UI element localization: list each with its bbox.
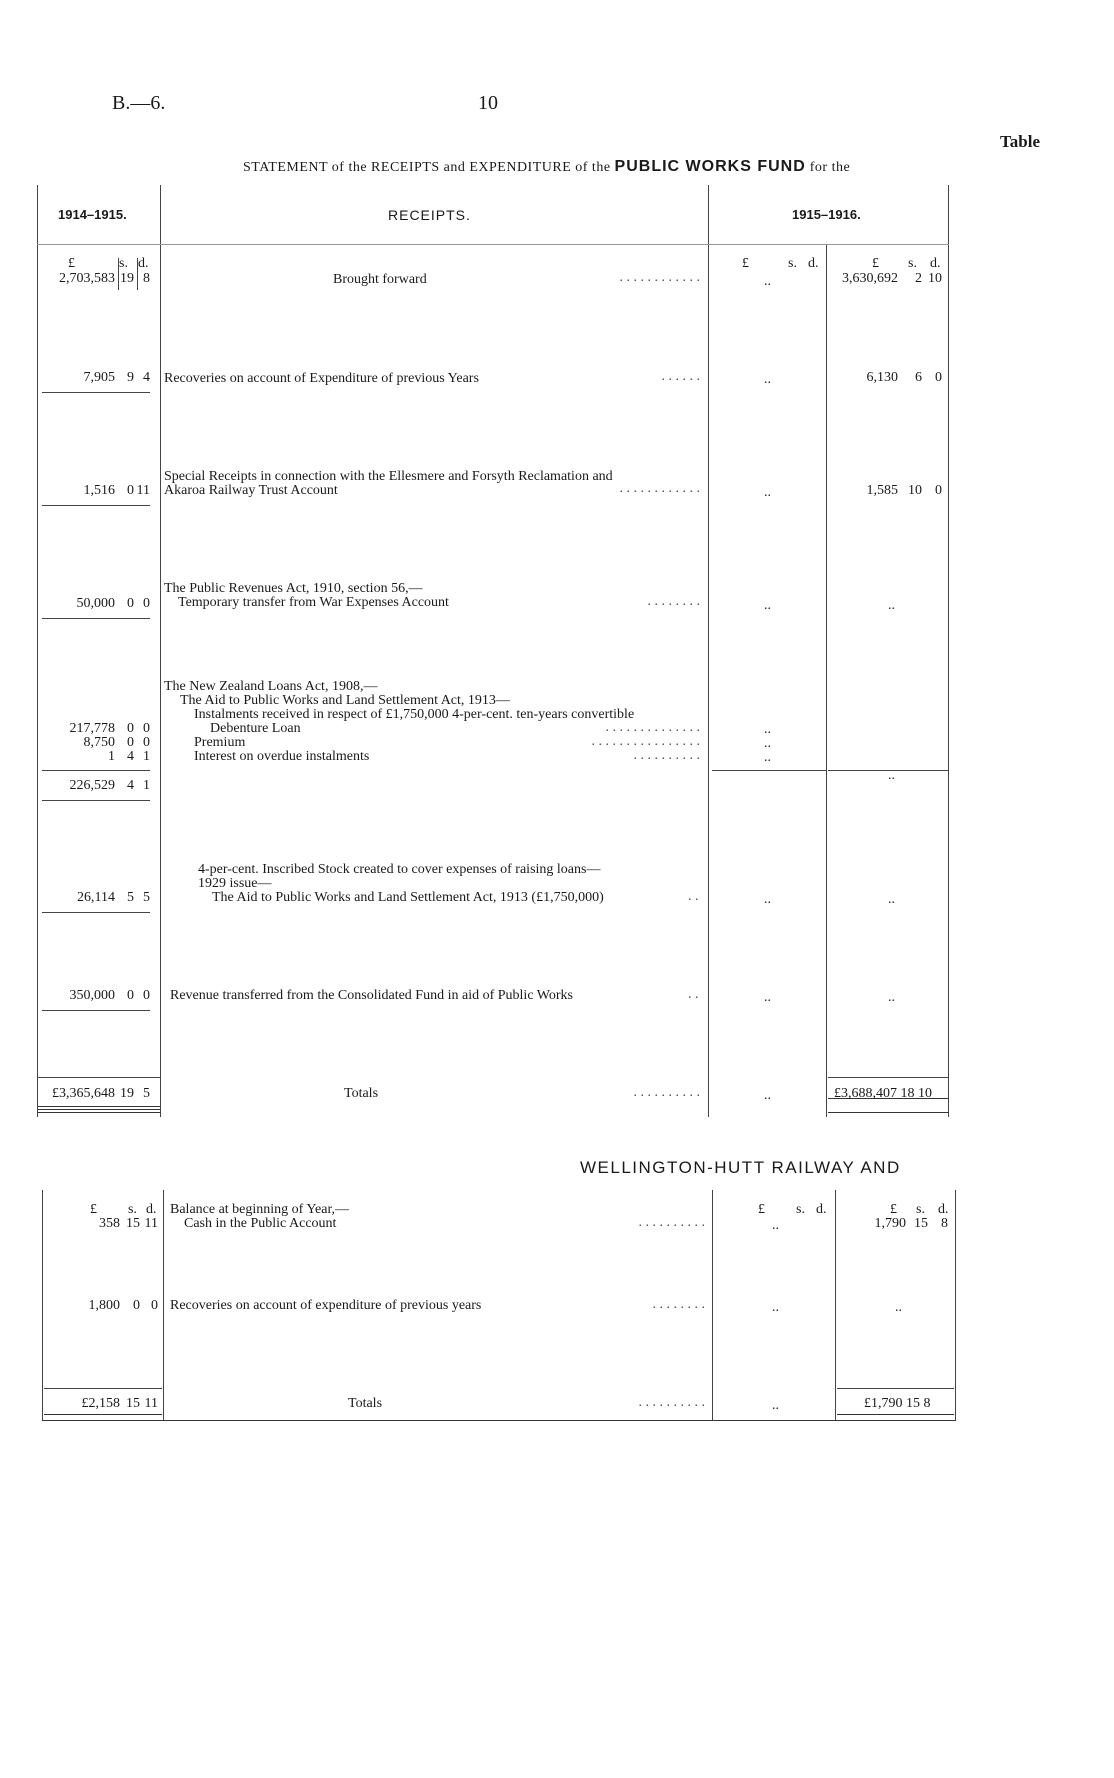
subtotal-pounds: 226,529 — [69, 778, 115, 793]
dot-leader: . . . . . . . . — [647, 594, 700, 609]
amount-pence: 10 — [928, 271, 942, 286]
mid-value: .. — [772, 1398, 779, 1413]
row-label: Recoveries on account of Expenditure of previous Years — [164, 371, 479, 386]
right-value: .. — [888, 892, 895, 907]
row-label-line2: The Aid to Public Works and Land Settlement Act, 1913— — [180, 693, 510, 708]
row-label-line1: The Public Revenues Act, 1910, section 56,— — [164, 581, 423, 596]
amount-shillings: 10 — [908, 483, 922, 498]
row-label: Totals — [344, 1086, 379, 1101]
amount-pounds: 26,114 — [77, 890, 115, 905]
mid-value: .. — [764, 722, 771, 737]
amount-shillings: 4 — [127, 749, 134, 764]
amount-shillings: 15 — [126, 1216, 140, 1231]
row-label: Brought forward — [333, 272, 427, 287]
dot-leader: . . . . . . . . . . — [633, 1085, 700, 1100]
amount-pounds: 1,790 — [874, 1216, 906, 1231]
row-label: Totals — [348, 1396, 383, 1411]
amount-pounds: 50,000 — [76, 596, 115, 611]
amount-pence: 8 — [941, 1216, 948, 1231]
unit-pound-mid: £ — [742, 256, 749, 271]
row-label-line1: 4-per-cent. Inscribed Stock created to cover expenses of raising loans— — [198, 862, 601, 877]
column-year-left: 1914–1915. — [58, 207, 127, 222]
row-label-line1: The New Zealand Loans Act, 1908,— — [164, 679, 378, 694]
dot-leader: . . . . . . . . . . — [638, 1215, 705, 1230]
amount-pounds: 1,585 — [866, 483, 898, 498]
amount-pounds: 1 — [108, 749, 115, 764]
amount-pence: 0 — [143, 735, 150, 750]
total-shillings: 15 — [126, 1396, 140, 1411]
unit-pound-left: £ — [90, 1202, 97, 1217]
amount-shillings: 2 — [915, 271, 922, 286]
amount-pounds: 1,800 — [88, 1298, 120, 1313]
amount-pounds: 8,750 — [83, 735, 115, 750]
dot-leader: . . . . . . . . . . . . . . — [605, 720, 700, 735]
row-label: Recoveries on account of expenditure of previous years — [170, 1298, 482, 1313]
section2-heading: WELLINGTON-HUTT RAILWAY AND — [580, 1158, 901, 1177]
amount-shillings: 19 — [120, 271, 134, 286]
unit-d-right: d. — [930, 256, 941, 271]
amount-shillings: 0 — [133, 1298, 140, 1313]
unit-s-mid: s. — [796, 1202, 805, 1217]
subtotal-shillings: 4 — [127, 778, 134, 793]
amount-pounds: 350,000 — [69, 988, 115, 1003]
amount-pounds: 358 — [99, 1216, 120, 1231]
amount-shillings: 0 — [127, 988, 134, 1003]
amount-pence: 8 — [143, 271, 150, 286]
mid-value: .. — [764, 990, 771, 1005]
amount-pounds: 7,905 — [83, 370, 115, 385]
unit-s-mid: s. — [788, 256, 797, 271]
amount-pounds: 3,630,692 — [842, 271, 898, 286]
dot-leader: . . . . . . . . . . — [633, 748, 700, 763]
amount-shillings: 0 — [127, 735, 134, 750]
dot-leader: . . — [688, 889, 699, 904]
amount-pounds: 2,703,583 — [59, 271, 115, 286]
amount-pence: 0 — [935, 370, 942, 385]
page-number: 10 — [478, 92, 498, 114]
unit-pound-left: £ — [68, 256, 75, 271]
unit-d-mid: d. — [816, 1202, 827, 1217]
total-pounds: £3,365,648 — [52, 1086, 115, 1101]
statement-heading — [243, 158, 850, 176]
amount-pence: 11 — [136, 483, 150, 498]
column-receipts: RECEIPTS. — [388, 207, 471, 223]
row-label-line3: The Aid to Public Works and Land Settlement Act, 1913 (£1,750,000) — [212, 890, 604, 905]
row-label-line2: 1929 issue— — [198, 876, 272, 891]
row-label-interest: Interest on overdue instalments — [194, 749, 370, 764]
amount-shillings: 0 — [127, 483, 134, 498]
amount-pounds: 1,516 — [83, 483, 115, 498]
heading-pre: STATEMENT of the RECEIPTS and EXPENDITURE of the — [243, 160, 611, 175]
amount-pence: 0 — [151, 1298, 158, 1313]
mid-value: .. — [772, 1218, 779, 1233]
row-label-premium: Premium — [194, 735, 246, 750]
amount-pence: 1 — [143, 749, 150, 764]
unit-pound-mid: £ — [758, 1202, 765, 1217]
row-label-line1: Special Receipts in connection with the Ellesmere and Forsyth Reclamation and — [164, 469, 613, 484]
mid-value: .. — [764, 274, 771, 289]
right-value: .. — [888, 990, 895, 1005]
unit-d-left: d. — [138, 256, 149, 271]
unit-s-left: s. — [128, 1202, 137, 1217]
mid-value: .. — [764, 485, 771, 500]
amount-pence: 11 — [144, 1216, 158, 1231]
mid-value: .. — [764, 1088, 771, 1103]
amount-shillings: 15 — [914, 1216, 928, 1231]
subtotal-pence: 1 — [143, 778, 150, 793]
dot-leader: . . . . . . . . . . — [638, 1395, 705, 1410]
amount-pence: 0 — [143, 721, 150, 736]
mid-value: .. — [764, 372, 771, 387]
right-value: .. — [888, 598, 895, 613]
amount-pounds: 6,130 — [866, 370, 898, 385]
dot-leader: . . . . . . . . . . . . — [619, 481, 700, 496]
row-label-line2: Temporary transfer from War Expenses Account — [178, 595, 449, 610]
right-value: .. — [888, 768, 895, 783]
total-pounds: £2,158 — [81, 1396, 120, 1411]
dot-leader: . . . . . . . . . . . . — [619, 270, 700, 285]
amount-shillings: 0 — [127, 721, 134, 736]
mid-value: .. — [764, 750, 771, 765]
unit-pound-right: £ — [872, 256, 879, 271]
unit-d-mid: d. — [808, 256, 819, 271]
row-label: Revenue transferred from the Consolidated Fund in aid of Public Works — [170, 988, 573, 1003]
total-pence: 5 — [143, 1086, 150, 1101]
page-reference: B.—6. — [112, 92, 166, 114]
amount-shillings: 5 — [127, 890, 134, 905]
total-right: £3,688,407 18 10 — [834, 1086, 932, 1101]
unit-s-right: s. — [916, 1202, 925, 1217]
unit-pound-right: £ — [890, 1202, 897, 1217]
amount-shillings: 6 — [915, 370, 922, 385]
row-label-line2: Cash in the Public Account — [184, 1216, 337, 1231]
total-shillings: 19 — [120, 1086, 134, 1101]
column-year-right: 1915–1916. — [792, 207, 861, 222]
heading-post: for the — [809, 160, 851, 175]
dot-leader: . . — [688, 987, 699, 1002]
unit-d-left: d. — [146, 1202, 157, 1217]
mid-value: .. — [764, 598, 771, 613]
dot-leader: . . . . . . . . — [652, 1297, 705, 1312]
amount-shillings: 9 — [127, 370, 134, 385]
amount-pence: 5 — [143, 890, 150, 905]
amount-pence: 0 — [143, 988, 150, 1003]
dot-leader: . . . . . . — [661, 369, 700, 384]
mid-value: .. — [764, 736, 771, 751]
row-label-line1: Balance at beginning of Year,— — [170, 1202, 350, 1217]
table-label: Table — [1000, 132, 1041, 151]
unit-s-right: s. — [908, 256, 917, 271]
total-right: £1,790 15 8 — [864, 1396, 931, 1411]
amount-pounds: 217,778 — [69, 721, 115, 736]
mid-value: .. — [772, 1300, 779, 1315]
row-label-line3: Instalments received in respect of £1,750,000 4-per-cent. ten-years convertible — [194, 707, 635, 722]
amount-pence: 4 — [143, 370, 150, 385]
unit-s-left: s. — [119, 256, 128, 271]
row-label-debenture: Debenture Loan — [210, 721, 301, 736]
right-value: .. — [895, 1300, 902, 1315]
amount-shillings: 0 — [127, 596, 134, 611]
unit-d-right: d. — [938, 1202, 949, 1217]
total-pence: 11 — [144, 1396, 158, 1411]
amount-pence: 0 — [935, 483, 942, 498]
row-label-line2: Akaroa Railway Trust Account — [164, 483, 338, 498]
dot-leader: . . . . . . . . . . . . . . . . — [591, 734, 700, 749]
heading-fund-name: PUBLIC WORKS FUND — [614, 158, 806, 175]
mid-value: .. — [764, 892, 771, 907]
amount-pence: 0 — [143, 596, 150, 611]
